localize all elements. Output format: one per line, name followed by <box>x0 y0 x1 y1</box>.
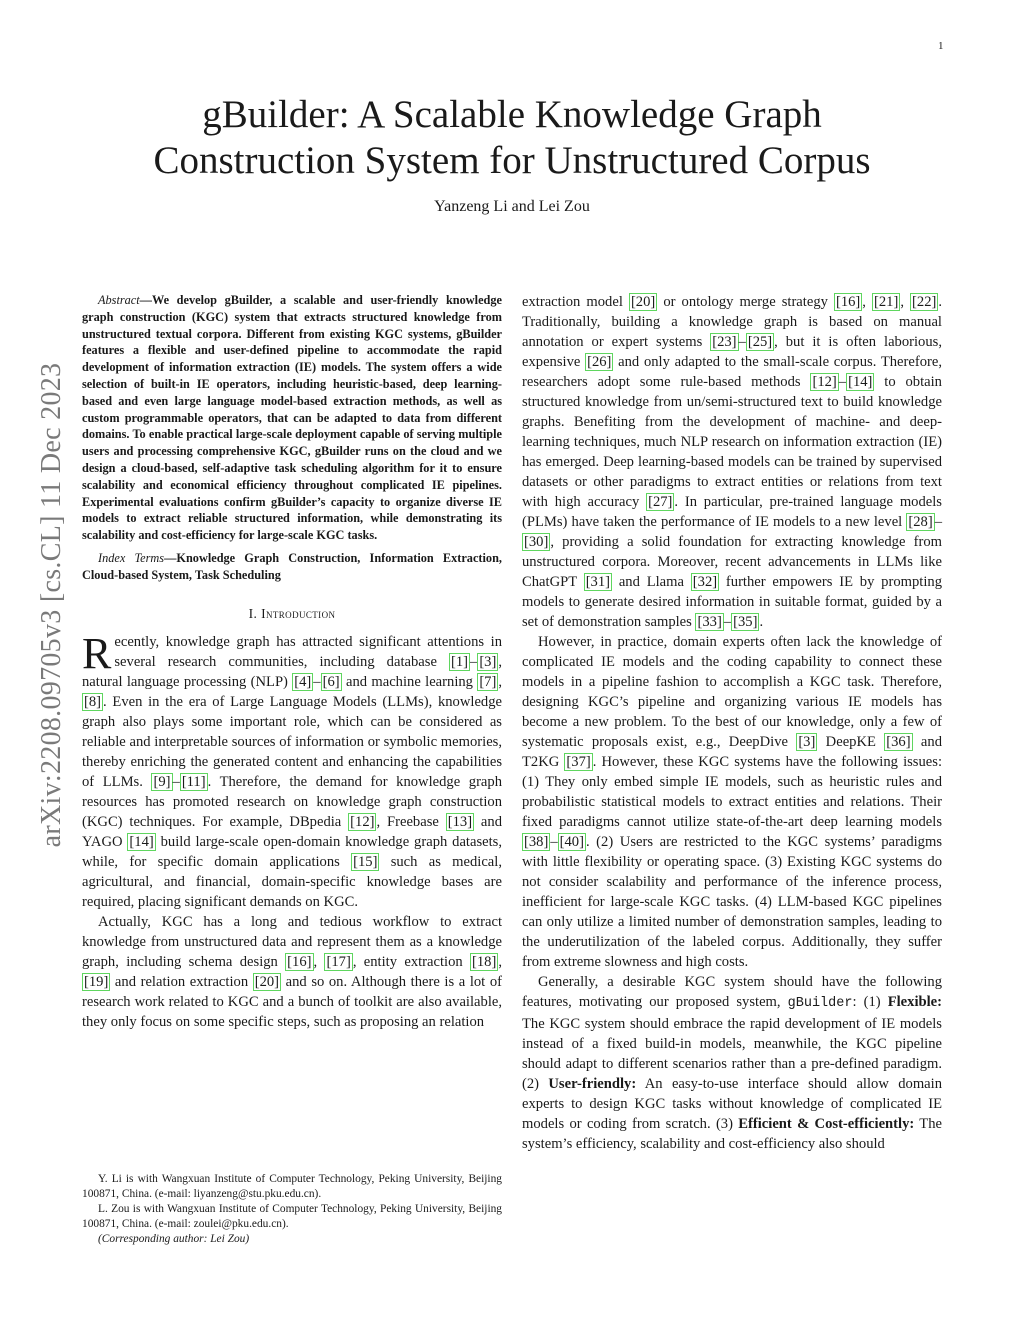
citation-link[interactable]: [33] <box>697 614 722 630</box>
text-span: An easy-to-use interface should allow domain experts to design KGC tasks without knowledge of complicated IE models or coding from scratch. (3) <box>522 1076 943 1132</box>
text-span: and only adapted to the small-scale corpus. Therefore, researchers adopt some rule-based methods <box>522 354 942 390</box>
citation-link[interactable]: [8] <box>84 693 102 710</box>
section-heading <box>82 606 502 622</box>
citation-link[interactable]: [38] <box>524 834 549 850</box>
index-terms-text: —Knowledge Graph Construction, Information Extraction, Cloud-based System, Task Scheduling <box>82 550 502 582</box>
text-span: : (1) <box>852 994 888 1010</box>
citation-link[interactable]: [31] <box>585 574 611 590</box>
text-span: . However, these KGC systems have the following issues: (1) They only embed simple IE models, such as heuristic rules and probabilistic statistical models to extract entities and relations. Their fixed paradigms cannot utilize state-of-the-art deep learning models <box>522 754 942 830</box>
citation-link[interactable]: [27] <box>648 494 673 510</box>
text-span: and T2KG <box>522 734 942 770</box>
text-span: . Traditionally, building a knowledge graph is based on manual annotation or expert systems <box>522 294 943 350</box>
citation-link[interactable]: [25] <box>747 334 773 350</box>
intro-paragraph-2 <box>82 912 502 1032</box>
right-paragraph-3 <box>522 972 942 1154</box>
text-span: – <box>723 614 732 630</box>
text-span: . <box>759 614 764 630</box>
citation-link[interactable]: [37] <box>566 754 591 770</box>
right-column <box>522 292 942 1154</box>
feature-efficient: Efficient & Cost-efficiently: <box>738 1116 915 1132</box>
footnote-author-2: L. Zou is with Wangxuan Institute of Computer Technology, Peking University, Beijing 100871, China. (e-mail: zoulei@pku.edu.cn). <box>82 1203 502 1230</box>
abstract <box>82 292 502 544</box>
text-span: , <box>498 673 502 690</box>
abstract-label: Abstract <box>98 293 140 307</box>
text-span: and so on. Although there is a lot of research work related to KGC and a bunch of toolkit are also available, they only focus on some specific steps, such as proposing an relation <box>82 973 502 1030</box>
citation-link[interactable]: [13] <box>447 813 473 830</box>
right-paragraph-1 <box>522 292 942 632</box>
index-terms-label: Index Terms <box>98 550 165 565</box>
text-span: The KGC system should embrace the rapid development of IE models instead of a fixed build-in models, meanwhile, the KGC pipeline should adapt to different scenarios rather than a pre-defined paradigm. (2) <box>522 1016 942 1092</box>
text-span: – <box>470 653 478 670</box>
text-span: – <box>738 334 746 350</box>
text-span: , <box>498 953 502 970</box>
text-span: – <box>934 514 942 530</box>
citation-link[interactable]: [11] <box>181 773 206 790</box>
citation-link[interactable]: [9] <box>153 773 171 790</box>
text-span: , <box>862 294 872 310</box>
citation-link[interactable]: [12] <box>812 374 837 390</box>
citation-link[interactable]: [21] <box>874 294 899 310</box>
citation-link[interactable]: [12] <box>350 813 375 830</box>
text-span: However, in practice, domain experts often lack the knowledge of complicated IE models and the coding capability to connect these models in a pipeline fashion to accomplish a KGC task. Therefore, designing KGC’s pipeline and organizing various IE models has become a new problem. To the best of our knowledge, only a few of systematic proposals exist, e.g., DeepDive <box>522 634 942 750</box>
citation-link[interactable]: [20] <box>254 973 280 990</box>
feature-user-friendly: User-friendly: <box>548 1076 637 1092</box>
text-span: , entity extraction <box>352 953 471 970</box>
text-span: further empowers IE by prompting models to generate desired information in suitable format, guided by a set of demonstration samples <box>522 574 942 630</box>
text-span: extraction model <box>522 294 629 310</box>
citation-link[interactable]: [32] <box>692 574 718 590</box>
citation-link[interactable]: [26] <box>587 354 612 370</box>
citation-link[interactable]: [7] <box>479 673 497 690</box>
citation-link[interactable]: [14] <box>848 374 873 390</box>
text-span: such as medical, agricultural, and financial, domain-specific knowledge bases are required, placing significant demands on KGC. <box>82 853 502 910</box>
citation-link[interactable]: [1] <box>450 653 469 670</box>
text-span: The system’s efficiency, scalability and cost-efficiency also should <box>522 1116 942 1152</box>
left-column <box>82 292 502 1032</box>
title-line-2: Construction System for Unstructured Corpus <box>153 139 871 182</box>
citation-link[interactable]: [17] <box>326 953 351 970</box>
title-line-1: gBuilder: A Scalable Knowledge Graph <box>202 93 822 136</box>
citation-link[interactable]: [16] <box>835 294 861 310</box>
citation-link[interactable]: [20] <box>630 294 656 310</box>
page-number: 1 <box>938 40 944 52</box>
text-span: – <box>550 834 558 850</box>
text-span: , Freebase <box>376 813 446 830</box>
system-name-code: gBuilder <box>787 996 853 1011</box>
citation-link[interactable]: [22] <box>912 294 937 310</box>
citation-link[interactable]: [35] <box>733 614 758 630</box>
text-span: Actually, KGC has a long and tedious workflow to extract knowledge from unstructured data and represent them as a knowledge graph, including schema design <box>82 913 502 970</box>
citation-link[interactable]: [18] <box>472 953 497 970</box>
citation-link[interactable]: [30] <box>524 534 549 550</box>
text-span: to obtain structured knowledge from un/semi-structured text to build knowledge graphs. Benefiting from the development of machine- and deep-learning techniques, much NLP research on information extraction (IE) has emerged. Deep learning-based models can be trained by supervised datasets or other paradigms to extract entities or relations from text with high accuracy <box>522 374 942 510</box>
abstract-text: —We develop gBuilder, a scalable and user-friendly knowledge graph construction (KGC) system that extracts structured knowledge from unstructured textual corpora. Different from existing KGC systems, gBuilder features a flexible and user-defined pipeline to accommodate the rapid development of information extraction (IE) models. The system offers a wide selection of built-in IE operators, including heuristic-based, deep learning-based and even large language model-based extraction methods, as well as custom programmable operators, that can be adapted to data from different domains. To enable practical large-scale deployment capable of serving multiple users and processing comprehensive KGC, gBuilder runs on the cloud and we design a cloud-based, self-adaptive task scheduling algorithm for it to ensure scalability and economical efficiency throughout complicated IE pipelines. Experimental evaluations confirm gBuilder’s capacity to organize diverse IE models to extract reliable structured information, while demonstrating its scalability and cost-efficiency for large-scale KGC tasks. <box>82 293 502 543</box>
citation-link[interactable]: [19] <box>84 973 109 990</box>
text-span: , <box>313 953 325 970</box>
text-span: – <box>313 673 321 690</box>
text-span: . (2) Users are restricted to the KGC systems’ paradigms with little flexibility or operating space. (3) Existing KGC systems do not consider scalability and performance of the inference process, inefficient for large-scale KGC tasks. (4) LLM-based KGC pipelines can only utilize a limited number of demonstration samples, leading to the underutilization of the labeled corpus. Additionally, they suffer from extreme slowness and high costs. <box>522 834 942 970</box>
section-title: Introduction <box>261 605 336 621</box>
text-span: and relation extraction <box>110 973 253 990</box>
citation-link[interactable]: [3] <box>479 653 497 670</box>
text-span: – <box>838 374 847 390</box>
arxiv-identifier: arXiv:2208.09705v3 [cs.CL] 11 Dec 2023 <box>36 362 67 848</box>
citation-link[interactable]: [23] <box>712 334 737 350</box>
index-terms <box>82 550 502 584</box>
text-span: and machine learning <box>341 673 478 690</box>
citation-link[interactable]: [4] <box>294 673 312 690</box>
text-span: – <box>172 773 180 790</box>
text-span: build large-scale open-domain knowledge graph datasets, while, for specific domain applications <box>82 833 503 870</box>
text-span: . In particular, pre-trained language models (PLMs) have taken the performance of IE models to a new level <box>522 494 942 530</box>
citation-link[interactable]: [16] <box>287 953 312 970</box>
footnote-author-1: Y. Li is with Wangxuan Institute of Computer Technology, Peking University, Beijing 100871, China. (e-mail: liyanzeng@stu.pku.edu.cn). <box>82 1173 502 1200</box>
text-span: and Llama <box>612 574 691 590</box>
citation-link[interactable]: [40] <box>559 834 584 850</box>
footnote-corresponding-author: (Corresponding author: Lei Zou) <box>98 1233 250 1245</box>
citation-link[interactable]: [28] <box>908 514 933 530</box>
text-span: ecently, knowledge graph has attracted significant attentions in several research communities, including database <box>114 633 502 670</box>
paper-authors: Yanzeng Li and Lei Zou <box>434 198 590 215</box>
text-span: and YAGO <box>82 813 502 850</box>
citation-link[interactable]: [3] <box>798 734 816 750</box>
citation-link[interactable]: [6] <box>322 673 340 690</box>
text-span: DeepKE <box>817 734 885 750</box>
text-span: , providing a solid foundation for extracting knowledge from unstructured corpora. Moreover, recent advancements in LLMs like ChatGPT <box>522 534 942 590</box>
text-span: Generally, a desirable KGC system should have the following features, motivating our proposed system, <box>522 974 942 1010</box>
text-span: , <box>900 294 911 310</box>
text-span: or ontology merge strategy <box>657 294 834 310</box>
citation-link[interactable]: [14] <box>129 833 154 850</box>
footnotes <box>82 1172 502 1247</box>
text-span: . Therefore, the demand for knowledge graph resources has promoted research on knowledge graph construction (KGC) techniques. For example, DBpedia <box>82 773 503 830</box>
text-span: . Even in the era of Large Language Models (LLMs), knowledge graph also plays some important role, which can be considered as reliable and interpretable sources of information or symbolic memories, thereby enriching the generated content and enhancing the capabilities of LLMs. <box>82 693 502 790</box>
right-paragraph-2 <box>522 632 942 972</box>
dropcap: R <box>82 628 112 678</box>
paper-title <box>0 92 1024 184</box>
citation-link[interactable]: [36] <box>886 734 911 750</box>
intro-paragraph-1 <box>82 628 503 912</box>
text-span: , natural language processing (NLP) <box>82 653 502 690</box>
citation-link[interactable]: [15] <box>353 853 378 870</box>
feature-flexible: Flexible: <box>887 994 943 1010</box>
text-span: , but it is often laborious, expensive <box>522 334 942 370</box>
section-number: I. <box>248 605 258 621</box>
